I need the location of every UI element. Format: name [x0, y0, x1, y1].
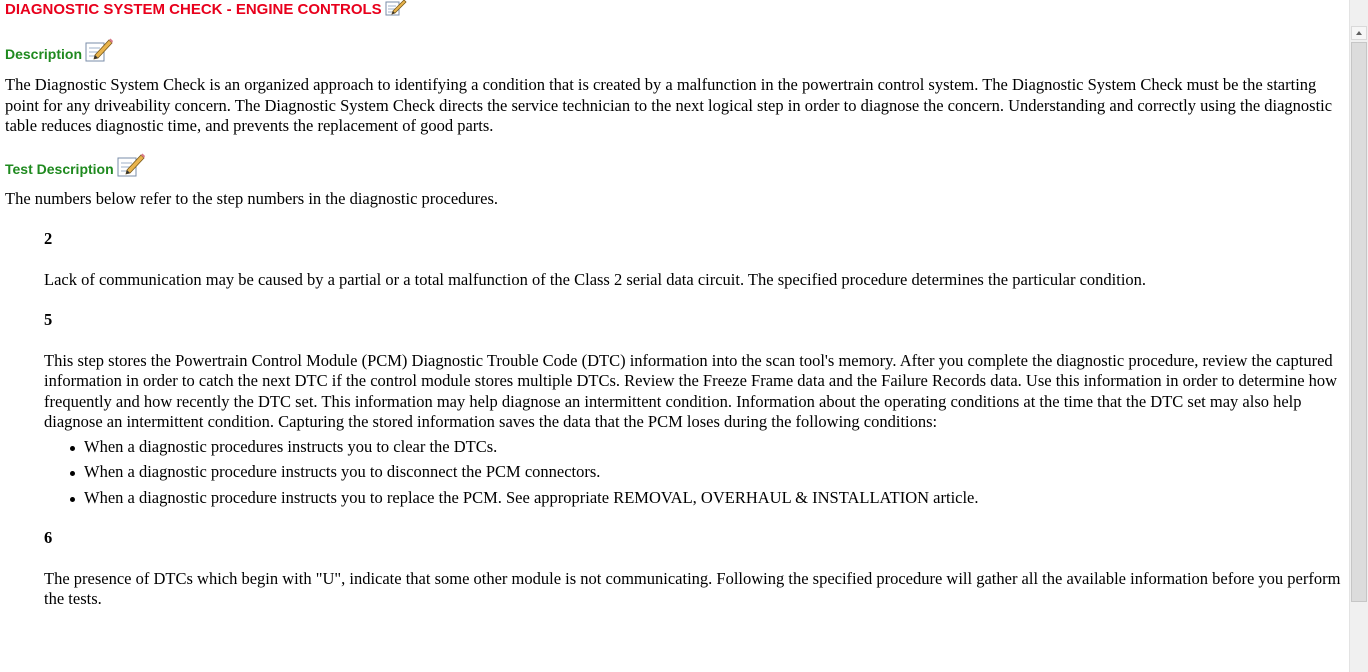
edit-note-icon[interactable] — [385, 0, 407, 16]
step-number: 6 — [44, 528, 53, 547]
test-description-heading-label: Test Description — [5, 160, 114, 177]
bullet-icon — [70, 497, 75, 502]
step-number: 5 — [44, 310, 53, 329]
step-text: This step stores the Powertrain Control Module (PCM) Diagnostic Trouble Code (DTC) information into the scan tool's memory. After you complete the diagnostic procedure, review the captured information in order to catch the next DTC if the control module stores multiple DTCs. Review the Freeze Frame data and the Failure Records data. Use this information in order to determine how frequently and how recently the DTC set. This information may help diagnose an intermittent condition. Information about the operating conditions at the time that the DTC set may also help diagnose an intermittent condition. Capturing the stored information saves the data that the PCM loses during the following conditions: — [44, 350, 1338, 431]
step-number: 2 — [44, 229, 53, 248]
description-heading-label: Description — [5, 46, 83, 62]
page-title — [5, 0, 1342, 19]
list-item — [44, 462, 1342, 483]
bullet-icon — [70, 471, 75, 476]
step-item — [44, 310, 1342, 508]
description-heading — [5, 37, 1342, 63]
bullet-icon — [70, 446, 75, 451]
step-item — [44, 229, 1342, 290]
page-title-text: DIAGNOSTIC SYSTEM CHECK - ENGINE CONTROLS — [5, 1, 382, 18]
condition-list — [44, 437, 1342, 509]
steps-list — [44, 229, 1342, 610]
vertical-scrollbar[interactable] — [1349, 0, 1368, 672]
test-description-heading — [5, 152, 1342, 178]
list-item-text: When a diagnostic procedure instructs you to disconnect the PCM connectors. — [84, 462, 601, 481]
list-item-text: When a diagnostic procedure instructs you to replace the PCM. See appropriate REMOVAL, OVERHAUL & INSTALLATION article. — [84, 487, 979, 507]
step-text: Lack of communication may be caused by a partial or a total malfunction of the Class 2 serial data circuit. The specified procedure determines the particular condition. — [44, 269, 1147, 289]
scrollbar-thumb[interactable] — [1351, 42, 1367, 602]
edit-note-icon[interactable] — [85, 37, 113, 63]
list-item-text: When a diagnostic procedures instructs you to clear the DTCs. — [84, 436, 498, 456]
scroll-up-arrow-icon[interactable] — [1351, 26, 1367, 40]
step-text: The presence of DTCs which begin with "U", indicate that some other module is not communicating. Following the specified procedure will gather all the available information before you perform the tests. — [44, 568, 1341, 608]
list-item — [44, 437, 1342, 458]
step-item — [44, 528, 1342, 610]
edit-note-icon[interactable] — [117, 152, 145, 178]
test-description-intro: The numbers below refer to the step numbers in the diagnostic procedures. — [5, 188, 499, 208]
description-text: The Diagnostic System Check is an organized approach to identifying a condition that is created by a malfunction in the powertrain control system. The Diagnostic System Check must be the starting point for any driveability concern. The Diagnostic System Check directs the service technician to the next logical step in order to diagnose the concern. Understanding and correctly using the diagnostic table reduces diagnostic time, and prevents the replacement of good parts. — [5, 75, 1333, 135]
list-item — [44, 488, 1342, 509]
